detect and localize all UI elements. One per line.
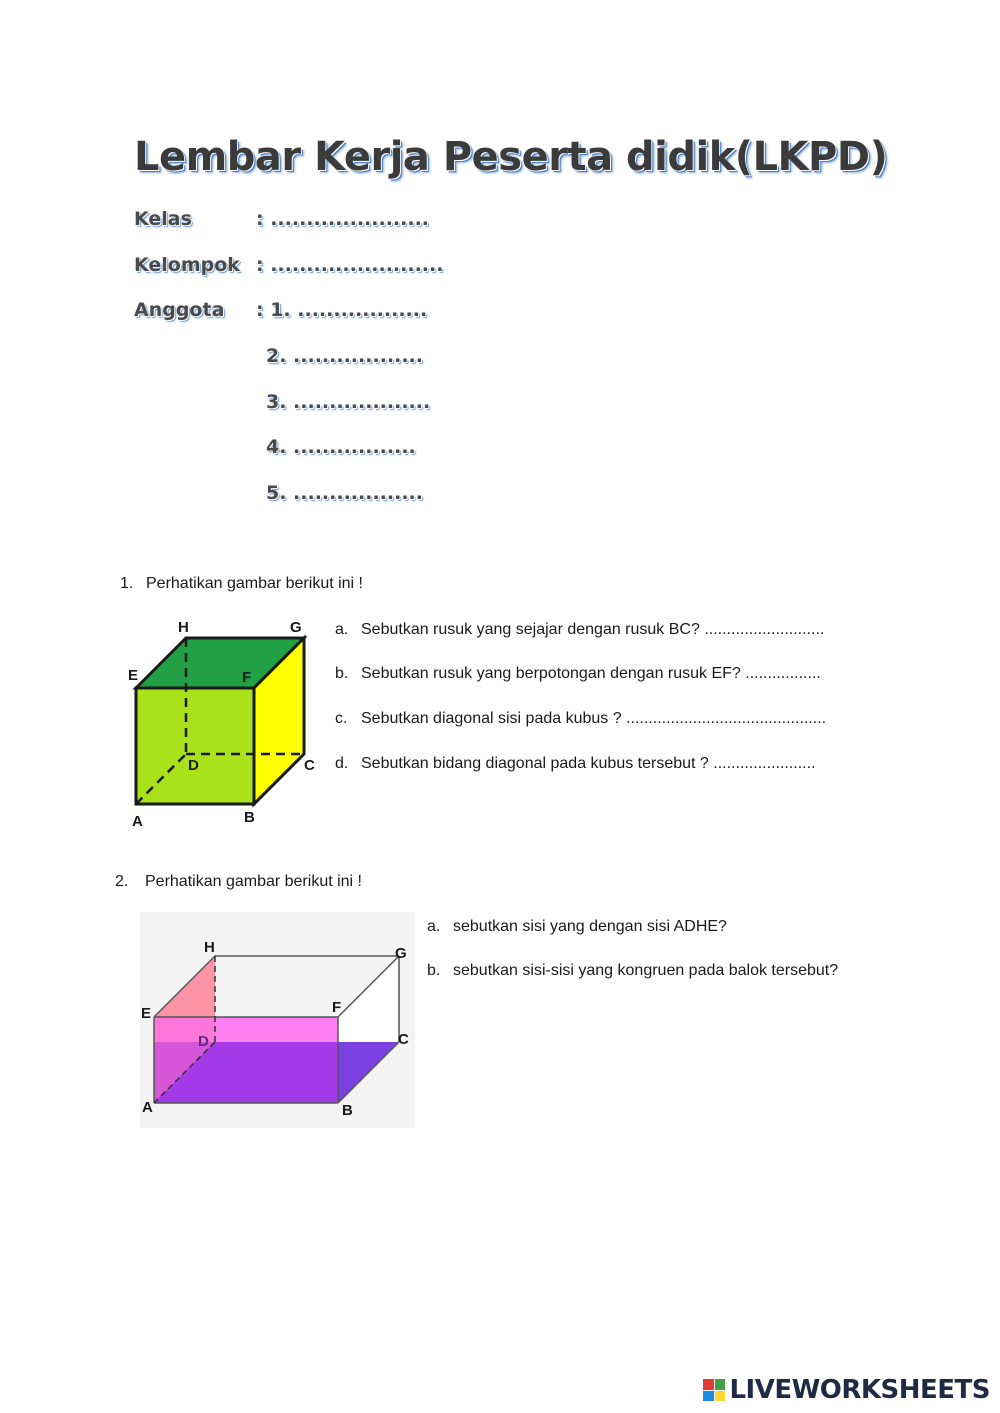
question-2-number: 2. xyxy=(115,873,129,890)
question-1c-text[interactable]: Sebutkan diagonal sisi pada kubus ? ............................................. xyxy=(361,710,827,727)
question-1d-letter: d. xyxy=(335,755,349,772)
question-2a-letter: a. xyxy=(427,918,441,935)
cuboid-label-d: D xyxy=(198,1033,209,1050)
anggota-field-2[interactable]: 2. .................. xyxy=(266,345,423,367)
kelas-label: Kelas xyxy=(134,208,192,230)
question-1d xyxy=(335,755,816,773)
liveworksheets-logo[interactable] xyxy=(703,1375,990,1405)
cuboid-label-h: H xyxy=(204,939,215,956)
question-1d-text[interactable]: Sebutkan bidang diagonal pada kubus tersebut ? ....................... xyxy=(361,755,816,772)
page-title: Lembar Kerja Peserta didik(LKPD) xyxy=(134,134,888,180)
question-1-prompt xyxy=(120,575,363,593)
question-2a xyxy=(427,918,727,936)
cuboid-figure xyxy=(140,912,415,1128)
kelompok-label: Kelompok xyxy=(134,254,240,276)
question-1b-text[interactable]: Sebutkan rusuk yang berpotongan dengan rusuk EF? ................. xyxy=(361,665,821,682)
question-1c-letter: c. xyxy=(335,710,348,727)
anggota-label: Anggota xyxy=(134,299,225,321)
liveworksheets-logo-text: LIVEWORKSHEETS xyxy=(729,1375,990,1405)
question-1-number: 1. xyxy=(120,575,134,592)
cube-label-b: B xyxy=(244,809,255,826)
kelompok-field[interactable]: : ........................ xyxy=(256,254,444,276)
question-1a xyxy=(335,621,824,639)
cube-label-c: C xyxy=(304,757,315,774)
kelas-field[interactable]: : ...................... xyxy=(256,208,430,230)
question-1b-letter: b. xyxy=(335,665,349,682)
cuboid-label-f: F xyxy=(332,999,342,1016)
cube-label-a: A xyxy=(132,813,143,830)
anggota-field-5[interactable]: 5. .................. xyxy=(266,482,423,504)
question-1a-text[interactable]: Sebutkan rusuk yang sejajar dengan rusuk BC? ........................... xyxy=(361,621,825,638)
cube-front-face xyxy=(136,688,254,804)
question-2-prompt xyxy=(115,873,362,891)
cuboid-label-b: B xyxy=(342,1102,353,1119)
question-2b-text[interactable]: sebutkan sisi-sisi yang kongruen pada balok tersebut? xyxy=(453,962,839,979)
question-2a-text[interactable]: sebutkan sisi yang dengan sisi ADHE? xyxy=(453,918,727,935)
cube-label-f: F xyxy=(242,669,252,686)
anggota-field-1[interactable]: : 1. .................. xyxy=(256,299,428,321)
cuboid-label-g: G xyxy=(395,945,407,962)
question-2b xyxy=(427,962,838,980)
question-2-text: Perhatikan gambar berikut ini ! xyxy=(145,873,362,890)
cube-label-e: E xyxy=(128,667,139,684)
liveworksheets-logo-icon xyxy=(703,1379,725,1401)
anggota-field-4[interactable]: 4. ................. xyxy=(266,436,416,458)
cuboid-label-e: E xyxy=(141,1005,152,1022)
cuboid-label-c: C xyxy=(398,1031,409,1048)
cube-label-d: D xyxy=(188,757,199,774)
cube-figure xyxy=(126,612,326,832)
question-1b xyxy=(335,665,821,683)
question-1-text: Perhatikan gambar berikut ini ! xyxy=(146,575,363,592)
question-2b-letter: b. xyxy=(427,962,441,979)
anggota-field-3[interactable]: 3. ................... xyxy=(266,391,431,413)
question-1a-letter: a. xyxy=(335,621,349,638)
cuboid-label-a: A xyxy=(142,1099,153,1116)
question-1c xyxy=(335,710,826,728)
cube-label-h: H xyxy=(178,619,189,636)
cube-label-g: G xyxy=(290,619,302,636)
